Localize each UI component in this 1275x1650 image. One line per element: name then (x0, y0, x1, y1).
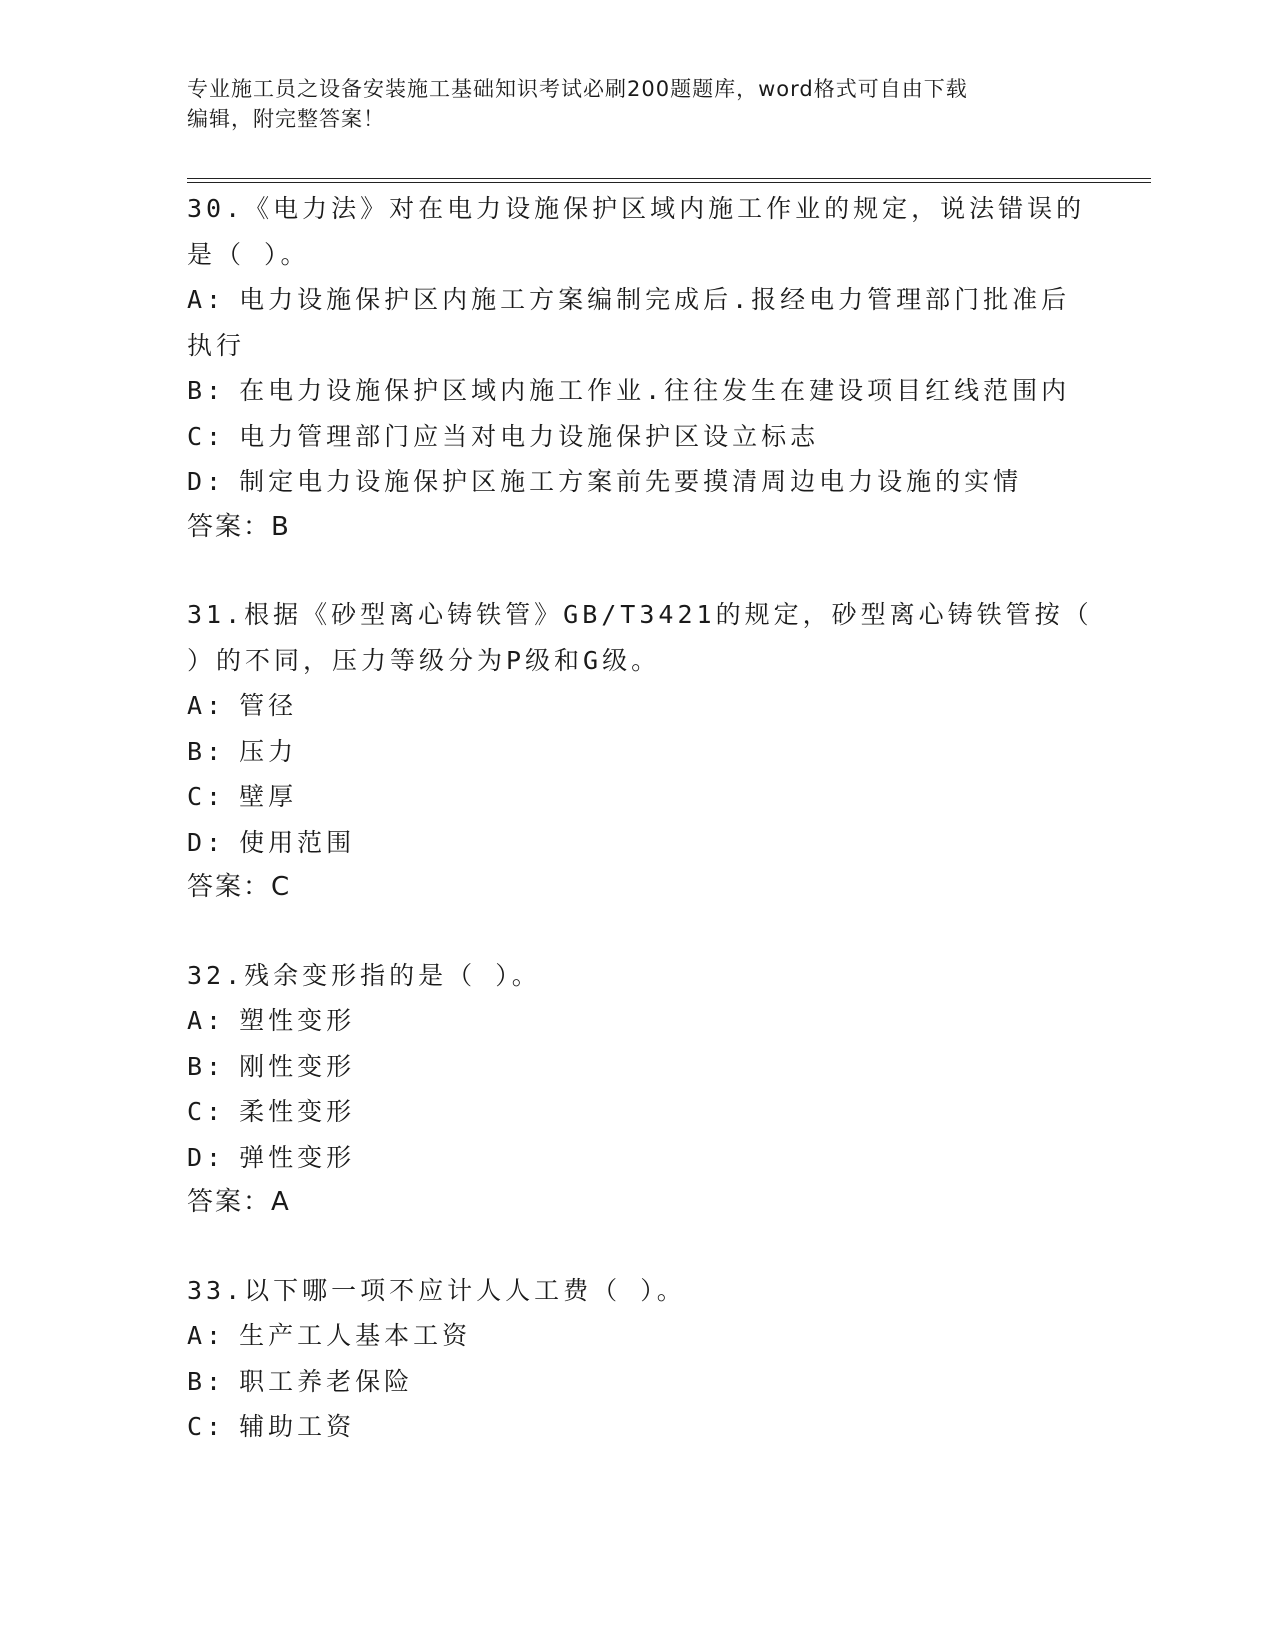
option-c (187, 774, 1087, 820)
answer-line: 答案：A (187, 1187, 291, 1217)
option-text: 管径 (239, 691, 298, 720)
option-letter: D: (187, 827, 226, 857)
option-letter: B: (187, 736, 226, 766)
option-a (187, 998, 1087, 1044)
question-30 (187, 186, 1087, 550)
answer-line: 答案：B (187, 511, 291, 542)
option-letter: A: (187, 1006, 226, 1035)
option-b (187, 729, 1087, 775)
option-text: 塑性变形 (239, 1006, 356, 1035)
option-d (187, 820, 1087, 866)
option-letter: C: (187, 421, 226, 451)
option-text: 职工养老保险 (239, 1366, 414, 1396)
option-letter: B: (187, 1366, 226, 1396)
option-text: 辅助工资 (239, 1412, 356, 1441)
document-header (187, 74, 1087, 134)
question-32 (187, 953, 1087, 1226)
option-text: 刚性变形 (239, 1051, 356, 1081)
answer-line: 答案：C (187, 872, 292, 902)
option-a-continued: 执行 (187, 330, 246, 360)
option-d (187, 459, 1087, 505)
option-text: 壁厚 (239, 782, 298, 811)
option-letter: B: (187, 1051, 226, 1081)
option-text: 使用范围 (239, 827, 356, 857)
option-letter: C: (187, 1097, 226, 1126)
option-text: 柔性变形 (239, 1097, 356, 1126)
option-text: 电力管理部门应当对电力设施保护区设立标志 (239, 421, 820, 451)
option-b (187, 1359, 1087, 1405)
question-stem: 30.《电力法》对在电力设施保护区域内施工作业的规定，说法错误的 (187, 194, 1086, 223)
option-text: 在电力设施保护区域内施工作业.往往发生在建设项目红线范围内 (239, 376, 1071, 405)
header-divider-bottom (187, 182, 1151, 183)
option-letter: A: (187, 1321, 226, 1350)
option-letter: A: (187, 285, 226, 314)
option-text: 压力 (239, 736, 298, 766)
question-31 (187, 592, 1093, 911)
question-stem: ）的不同，压力等级分为P级和G级。 (187, 645, 661, 675)
option-c (187, 1404, 1087, 1450)
option-b (187, 368, 1087, 414)
option-a (187, 1313, 1087, 1359)
option-letter: C: (187, 1412, 226, 1441)
question-stem: 32.残余变形指的是（ ）。 (187, 960, 541, 990)
header-divider-top (187, 178, 1151, 179)
header-line-2: 编辑，附完整答案！ (187, 107, 385, 131)
question-stem: 是（ ）。 (187, 239, 310, 269)
option-letter: A: (187, 691, 226, 720)
option-letter: D: (187, 467, 226, 496)
option-text: 弹性变形 (239, 1142, 356, 1172)
option-c (187, 1089, 1087, 1135)
question-stem: 31.根据《砂型离心铸铁管》GB/T3421的规定，砂型离心铸铁管按（ (187, 600, 1093, 629)
option-b (187, 1044, 1087, 1090)
option-letter: D: (187, 1142, 226, 1172)
option-a (187, 277, 1087, 323)
question-stem: 33.以下哪一项不应计人人工费（ ）。 (187, 1275, 686, 1305)
option-text: 制定电力设施保护区施工方案前先要摸清周边电力设施的实情 (239, 467, 1023, 496)
option-a (187, 683, 1087, 729)
option-d (187, 1135, 1087, 1181)
header-line-1: 专业施工员之设备安装施工基础知识考试必刷200题题库，word格式可自由下载 (187, 77, 968, 101)
option-letter: C: (187, 782, 226, 811)
option-c (187, 414, 1087, 460)
option-text: 生产工人基本工资 (239, 1321, 472, 1350)
question-list (187, 186, 1093, 1492)
option-text: 电力设施保护区内施工方案编制完成后.报经电力管理部门批准后 (239, 285, 1071, 314)
option-letter: B: (187, 376, 226, 405)
question-33 (187, 1268, 1087, 1450)
